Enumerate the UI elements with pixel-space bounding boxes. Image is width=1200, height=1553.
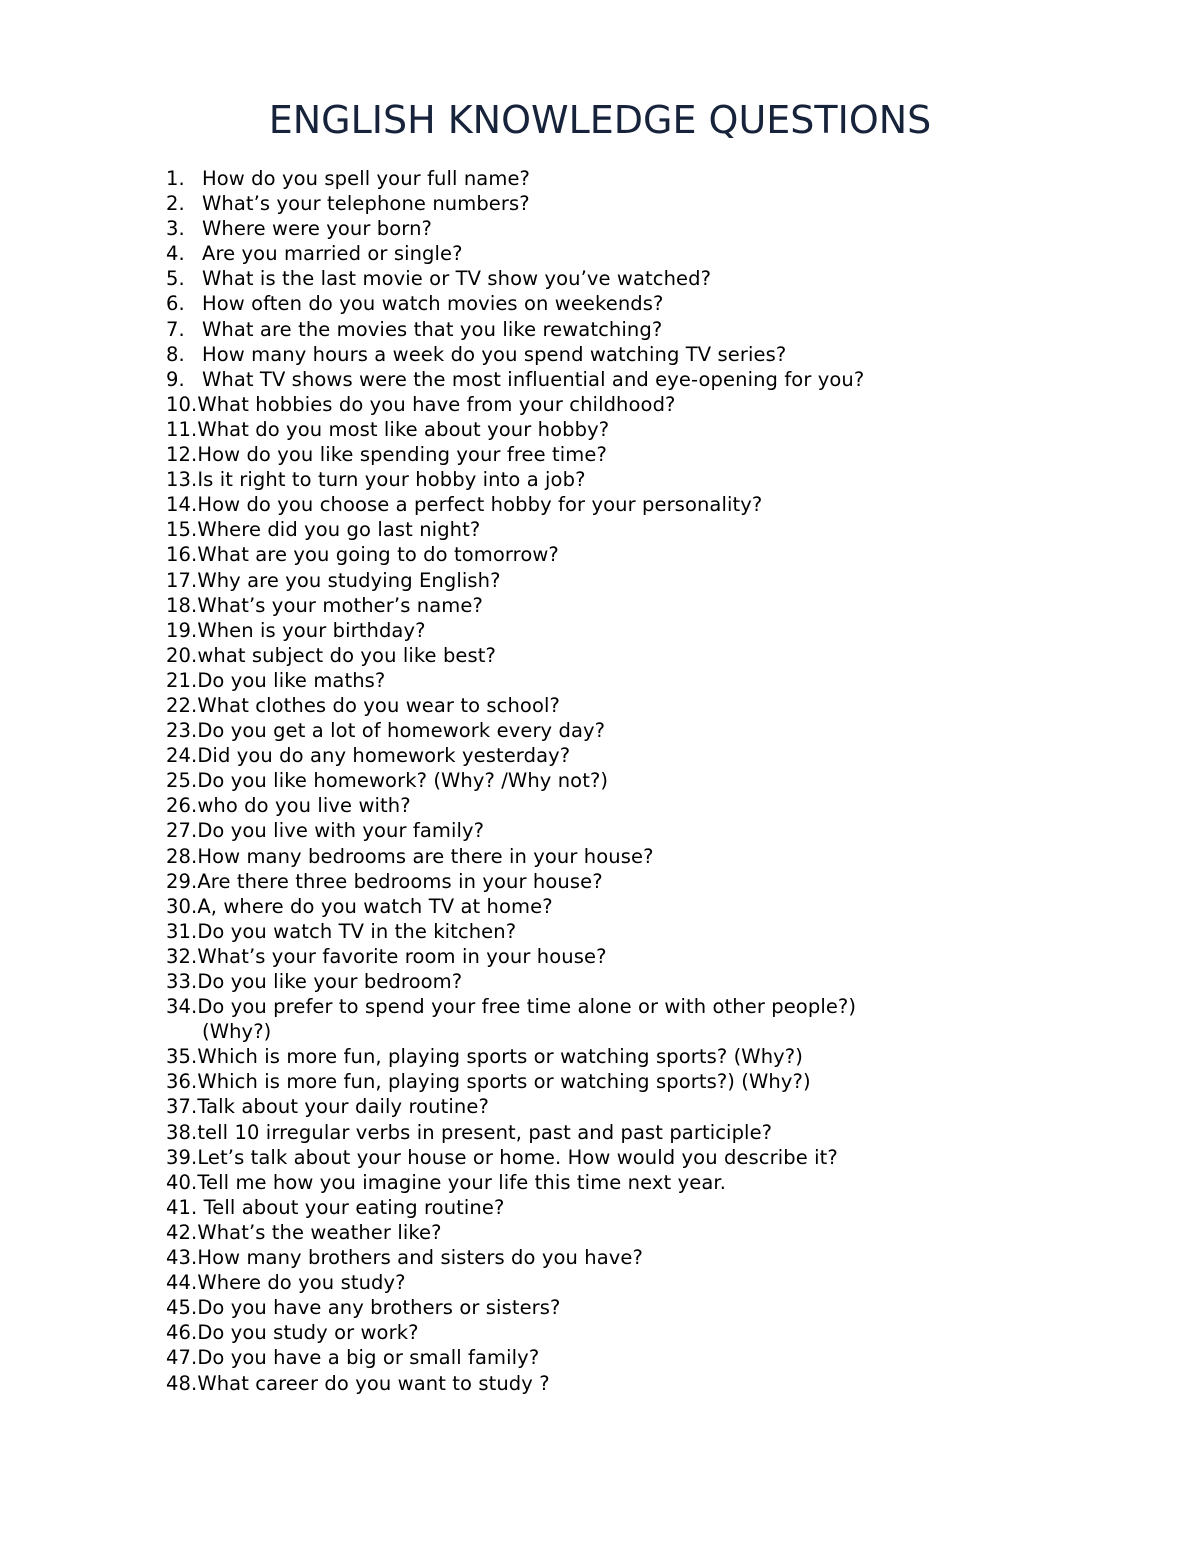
list-item: [166, 1345, 966, 1370]
question-text: Let’s talk about your house or home. How would you describe it?: [197, 1145, 838, 1169]
question-text-continuation: (Why?): [202, 1020, 272, 1044]
list-item: [166, 593, 966, 618]
question-number: 26.: [166, 794, 198, 818]
question-text: What’s your favorite room in your house?: [197, 944, 607, 968]
list-item: [166, 1195, 966, 1220]
list-item: [166, 768, 966, 793]
list-item: [166, 492, 966, 517]
question-text: Are there three bedrooms in your house?: [197, 869, 603, 893]
question-number: 4.: [166, 242, 185, 266]
question-number: 27.: [166, 819, 198, 843]
question-list: [166, 166, 966, 1396]
question-number: 22.: [166, 693, 198, 717]
question-text: Which is more fun, playing sports or watching sports? (Why?): [197, 1045, 803, 1069]
question-text: What do you most like about your hobby?: [197, 417, 610, 441]
question-text: How do you choose a perfect hobby for your personality?: [197, 493, 763, 517]
question-text: What’s the weather like?: [197, 1220, 442, 1244]
list-item: [166, 517, 966, 542]
question-number: 18.: [166, 593, 198, 617]
question-number: 16.: [166, 543, 198, 567]
question-text: What TV shows were the most influential and eye-opening for you?: [202, 367, 865, 391]
question-number: 46.: [166, 1321, 198, 1345]
question-number: 33.: [166, 970, 198, 993]
question-number: 20.: [166, 643, 198, 667]
question-number: 29.: [166, 869, 198, 893]
list-item: [166, 994, 966, 1044]
question-number: 23.: [166, 719, 198, 743]
list-item: [166, 342, 966, 367]
list-item: [166, 241, 966, 266]
question-number: 5.: [166, 267, 185, 291]
list-item: [166, 743, 966, 768]
question-text: Do you live with your family?: [197, 819, 485, 843]
list-item: [166, 392, 966, 417]
question-number: 25.: [166, 769, 198, 793]
list-item: [166, 542, 966, 567]
list-item: [166, 568, 966, 593]
list-item: [166, 367, 966, 392]
question-number: 28.: [166, 844, 198, 868]
question-number: 17.: [166, 568, 198, 592]
list-item: [166, 1320, 966, 1345]
question-text: What hobbies do you have from your childhood?: [197, 392, 676, 416]
list-item: [166, 668, 966, 693]
question-number: 11.: [166, 417, 198, 441]
question-text: When is your birthday?: [197, 618, 426, 642]
list-item: [166, 291, 966, 316]
question-number: 44.: [166, 1271, 198, 1295]
question-number: 37.: [166, 1095, 198, 1119]
question-number: 12.: [166, 443, 198, 467]
question-text: Did you do any homework yesterday?: [197, 744, 571, 768]
question-text: Do you watch TV in the kitchen?: [197, 919, 517, 943]
question-text: How many bedrooms are there in your house?: [197, 844, 654, 868]
question-number: 3.: [166, 217, 185, 241]
question-number: 32.: [166, 944, 198, 968]
question-text: A, where do you watch TV at home?: [197, 894, 553, 918]
list-item: [166, 417, 966, 442]
list-item: [166, 266, 966, 291]
question-number: 14.: [166, 493, 198, 517]
question-number: 47.: [166, 1346, 198, 1370]
list-item: [166, 693, 966, 718]
question-number: 8.: [166, 342, 185, 366]
question-text: Do you prefer to spend your free time alone or with other people?): [197, 995, 857, 1019]
list-item: [166, 793, 966, 818]
question-text: what subject do you like best?: [197, 643, 496, 667]
question-number: 36.: [166, 1070, 198, 1094]
question-number: 38.: [166, 1120, 198, 1144]
list-item: [166, 1170, 966, 1195]
list-item: [166, 166, 966, 191]
question-number: 41.: [166, 1195, 198, 1219]
question-number: 15.: [166, 518, 198, 542]
question-text: tell 10 irregular verbs in present, past and past participle?: [197, 1120, 773, 1144]
question-text: Do you get a lot of homework every day?: [197, 719, 606, 743]
list-item: [166, 944, 966, 969]
list-item: [166, 1120, 966, 1145]
question-number: 48.: [166, 1371, 198, 1395]
list-item: [166, 844, 966, 869]
question-text: What is the last movie or TV show you’ve watched?: [202, 267, 712, 291]
list-item: [166, 643, 966, 668]
question-number: 40.: [166, 1170, 198, 1194]
question-text: Do you have a big or small family?: [197, 1346, 540, 1370]
question-text: How do you like spending your free time?: [197, 443, 607, 467]
list-item: [166, 1371, 966, 1396]
list-item: [166, 969, 966, 994]
question-number: 43.: [166, 1246, 198, 1270]
question-text: Do you like homework? (Why? /Why not?): [197, 769, 609, 793]
question-text: Are you married or single?: [202, 242, 463, 266]
list-item: [166, 618, 966, 643]
question-text: Where did you go last night?: [197, 518, 481, 542]
question-text: What’s your telephone numbers?: [202, 192, 530, 216]
question-text: Tell about your eating routine?: [197, 1195, 505, 1219]
question-text: Tell me how you imagine your life this time next year.: [197, 1170, 726, 1194]
list-item: [166, 216, 966, 241]
question-text: How many brothers and sisters do you have?: [197, 1246, 643, 1270]
question-number: 19.: [166, 618, 198, 642]
question-text: What career do you want to study ?: [197, 1371, 550, 1395]
question-text: How many hours a week do you spend watching TV series?: [202, 342, 787, 366]
question-text: Is it right to turn your hobby into a job?: [197, 468, 586, 492]
question-number: 2.: [166, 192, 185, 216]
list-item: [166, 442, 966, 467]
question-number: 34.: [166, 995, 198, 1019]
list-item: [166, 467, 966, 492]
list-item: [166, 1094, 966, 1119]
question-text: What are the movies that you like rewatching?: [202, 317, 663, 341]
question-number: 42.: [166, 1220, 198, 1244]
question-text: Where do you study?: [197, 1271, 406, 1295]
list-item: [166, 1270, 966, 1295]
question-text: How do you spell your full name?: [202, 167, 530, 190]
question-number: 39.: [166, 1145, 198, 1169]
question-number: 30.: [166, 894, 198, 918]
question-text: What’s your mother’s name?: [197, 593, 483, 617]
question-number: 9.: [166, 367, 185, 391]
question-text: What clothes do you wear to school?: [197, 693, 560, 717]
list-item: [166, 718, 966, 743]
question-text: Do you like your bedroom?: [197, 970, 463, 993]
question-number: 24.: [166, 744, 198, 768]
question-text: What are you going to do tomorrow?: [197, 543, 559, 567]
list-item: [166, 1295, 966, 1320]
question-text: Talk about your daily routine?: [197, 1095, 489, 1119]
list-item: [166, 317, 966, 342]
list-item: [166, 1220, 966, 1245]
question-number: 1.: [166, 167, 185, 190]
list-item: [166, 1245, 966, 1270]
question-text: Which is more fun, playing sports or watching sports?) (Why?): [197, 1070, 811, 1094]
question-number: 35.: [166, 1045, 198, 1069]
list-item: [166, 869, 966, 894]
list-item: [166, 894, 966, 919]
question-number: 21.: [166, 668, 198, 692]
question-number: 10.: [166, 392, 198, 416]
question-text: Where were your born?: [202, 217, 432, 241]
question-number: 31.: [166, 919, 198, 943]
question-number: 13.: [166, 468, 198, 492]
question-text: Why are you studying English?: [197, 568, 501, 592]
question-text: Do you study or work?: [197, 1321, 419, 1345]
list-item: [166, 1044, 966, 1069]
question-text: Do you have any brothers or sisters?: [197, 1296, 561, 1320]
question-text: How often do you watch movies on weekends?: [202, 292, 664, 316]
question-number: 6.: [166, 292, 185, 316]
list-item: [166, 191, 966, 216]
list-item: [166, 919, 966, 944]
question-text: who do you live with?: [197, 794, 411, 818]
question-text: Do you like maths?: [197, 668, 386, 692]
question-number: 45.: [166, 1296, 198, 1320]
question-number: 7.: [166, 317, 185, 341]
page-title: ENGLISH KNOWLEDGE QUESTIONS: [268, 98, 932, 142]
list-item: [166, 1069, 966, 1094]
list-item: [166, 818, 966, 843]
list-item: [166, 1145, 966, 1170]
